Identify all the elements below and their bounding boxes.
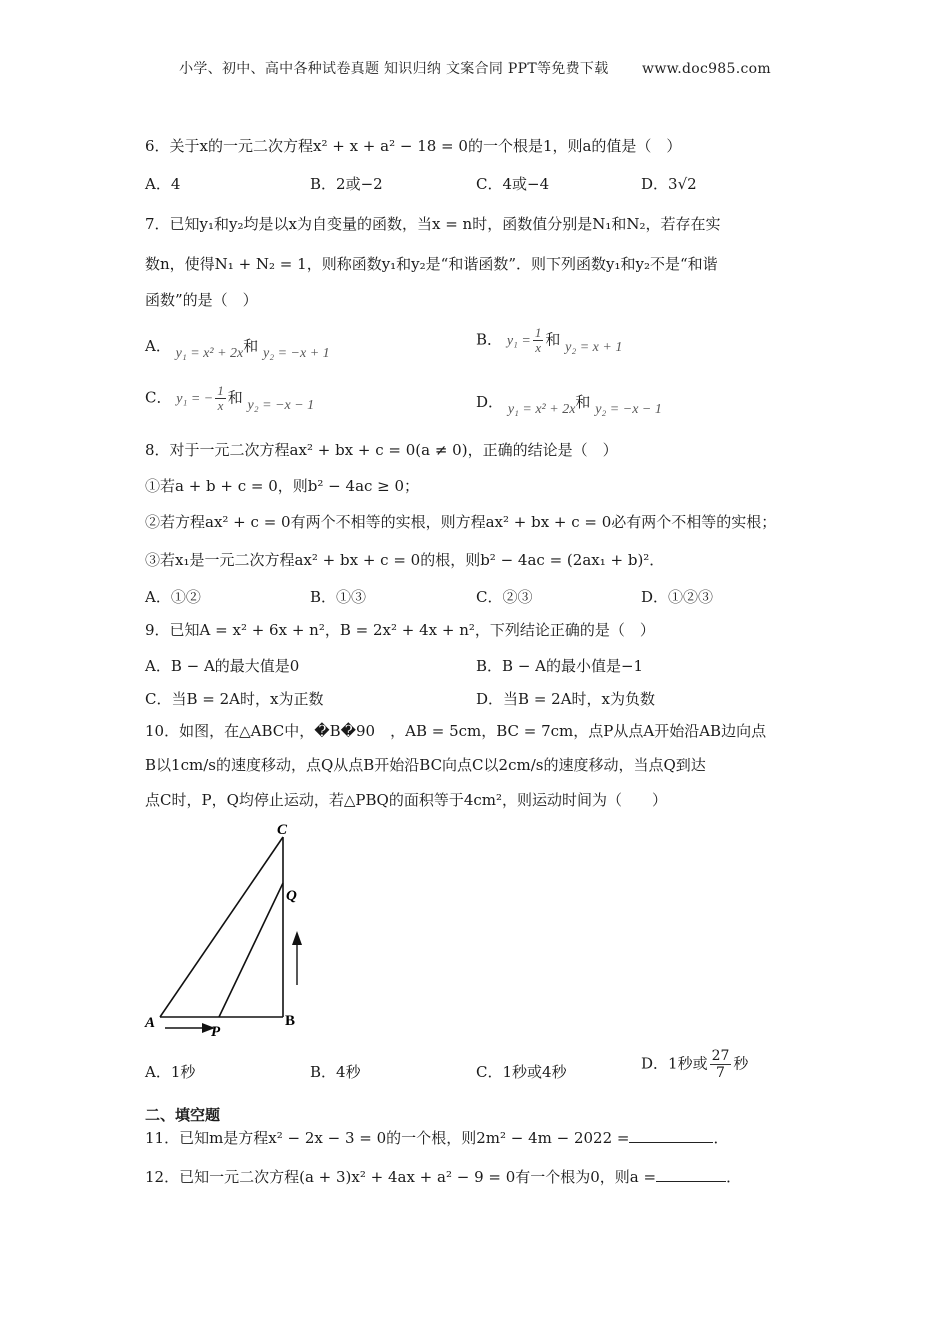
q6-stem: 6．关于x的一元二次方程x² + x + a² − 18 = 0的一个根是1，则a的值是（ ） [145,137,682,155]
q6-option-c: C．4或−4 [476,175,550,193]
q7-a-label: A． [145,337,171,355]
triangle-figure [135,815,325,1045]
q8-option-d: D．①②③ [641,588,714,606]
q7-option-c [145,384,314,413]
q7-a-he: 和 [243,337,259,355]
q11-post: ． [713,1129,729,1147]
q11 [145,1128,728,1148]
q7-c-fraction [215,384,226,413]
q7-c-pre: y₁ = − [176,391,214,407]
q11-text: 11．已知m是方程x² − 2x − 3 = 0的一个根，则2m² − 4m − 2022 = [145,1129,630,1147]
label-c: C [277,822,288,838]
segment-ac [160,837,283,1017]
q10-d-den: 7 [716,1065,725,1081]
q7-b-pre: y₁ = [506,333,531,349]
q7-d-expr2: y₂ = −x − 1 [595,402,662,417]
q6-option-d: D．3√2 [641,175,697,193]
q10-option-c: C．1秒或4秒 [476,1063,567,1081]
q7-b-den: x [535,340,541,355]
q8-option-c: C．②③ [476,588,533,606]
q9-option-a: A．B − A的最大值是0 [145,657,300,675]
q6-option-b: B．2或−2 [310,175,383,193]
q7-c-label: C． [145,388,172,407]
q7-a-expr1: y₁ = x² + 2x [175,346,244,361]
q10-option-d [641,1048,748,1081]
q7-line1: 7．已知y₁和y₂均是以x为自变量的函数，当x = n时，函数值分别是N₁和N₂，若存在实 [145,215,721,233]
page-header [0,58,950,78]
header-site: www.doc985.com [642,61,771,77]
q10-option-a: A．1秒 [145,1063,196,1081]
q7-d-label: D． [476,393,504,411]
q7-line2: 数n，使得N₁ + N₂ = 1，则称函数y₁和y₂是“和谐函数”．则下列函数y₁和y₂不是“和谐 [145,255,718,273]
q10-d-num: 27 [711,1048,730,1064]
segment-pq [219,883,283,1017]
q12-post: ． [726,1168,742,1186]
q9-option-c: C．当B = 2A时，x为正数 [145,690,324,708]
q10-d-post: 秒 [733,1054,749,1073]
q9-option-b: B．B − A的最小值是−1 [476,657,644,675]
q7-b-expr2: y₂ = x + 1 [565,339,623,355]
q10-option-b: B．4秒 [310,1063,361,1081]
q7-c-num: 1 [217,383,224,398]
q12-answer-blank[interactable] [656,1167,726,1182]
q10-d-pre: D．1秒或 [641,1054,708,1073]
q10-d-fraction [710,1048,732,1081]
q8-statement-3: ③若x₁是一元二次方程ax² + bx + c = 0的根，则b² − 4ac = (2ax₁ + b)²． [145,551,665,569]
q7-c-den: x [217,398,224,413]
label-b: B [285,1013,296,1029]
q10-line2: B以1cm/s的速度移动，点Q从点B开始沿BC向点C以2cm/s的速度移动，当点Q到达 [145,756,706,774]
q11-answer-blank[interactable] [629,1128,713,1143]
q9-stem: 9．已知A = x² + 6x + n²，B = 2x² + 4x + n²，下列结论正确的是（ ） [145,621,655,639]
q7-c-expr2: y₂ = −x − 1 [247,397,315,413]
q7-b-label: B． [476,330,503,349]
q10-line1: 10．如图，在△ABC中，�B�90 ，AB = 5cm，BC = 7cm，点P从点A开始沿AB边向点 [145,722,767,740]
q6-option-a: A．4 [145,175,181,193]
q8-option-a: A．①② [145,588,201,606]
q8-statement-2: ②若方程ax² + c = 0有两个不相等的实根，则方程ax² + bx + c = 0必有两个不相等的实根； [145,513,777,531]
q9-option-d: D．当B = 2A时，x为负数 [476,690,655,708]
q12-text: 12．已知一元二次方程(a + 3)x² + 4ax + a² − 9 = 0有一个根为0，则a = [145,1168,657,1186]
header-text: 小学、初中、高中各种试卷真题 知识归纳 文案合同 PPT等免费下载 [179,61,609,77]
q8-stem: 8．对于一元二次方程ax² + bx + c = 0(a ≠ 0)，正确的结论是（ ） [145,441,618,459]
q7-d-he: 和 [575,393,591,411]
q7-b-he: 和 [545,330,561,349]
q7-a-expr2: y₂ = −x + 1 [263,346,330,361]
arrow-bq-icon [292,931,302,945]
q7-option-a [145,336,330,361]
q7-b-num: 1 [534,325,542,340]
q7-c-he: 和 [227,388,243,407]
q7-option-d [476,392,662,417]
q7-b-fraction [533,326,544,355]
q8-option-b: B．①③ [310,588,367,606]
label-p: P [211,1024,221,1040]
q10-line3: 点C时，P，Q均停止运动，若△PBQ的面积等于4cm²，则运动时间为（ ） [145,791,667,809]
q7-d-expr1: y₁ = x² + 2x [507,402,576,417]
q7-line3: 函数”的是（ ） [145,291,258,309]
label-a: A [145,1015,156,1031]
q8-statement-1: ①若a + b + c = 0，则b² − 4ac ≥ 0； [145,477,420,495]
q12 [145,1167,741,1187]
section-title-fill-in: 二、填空题 [145,1106,221,1124]
label-q: Q [286,888,297,904]
q7-option-b [476,326,622,355]
